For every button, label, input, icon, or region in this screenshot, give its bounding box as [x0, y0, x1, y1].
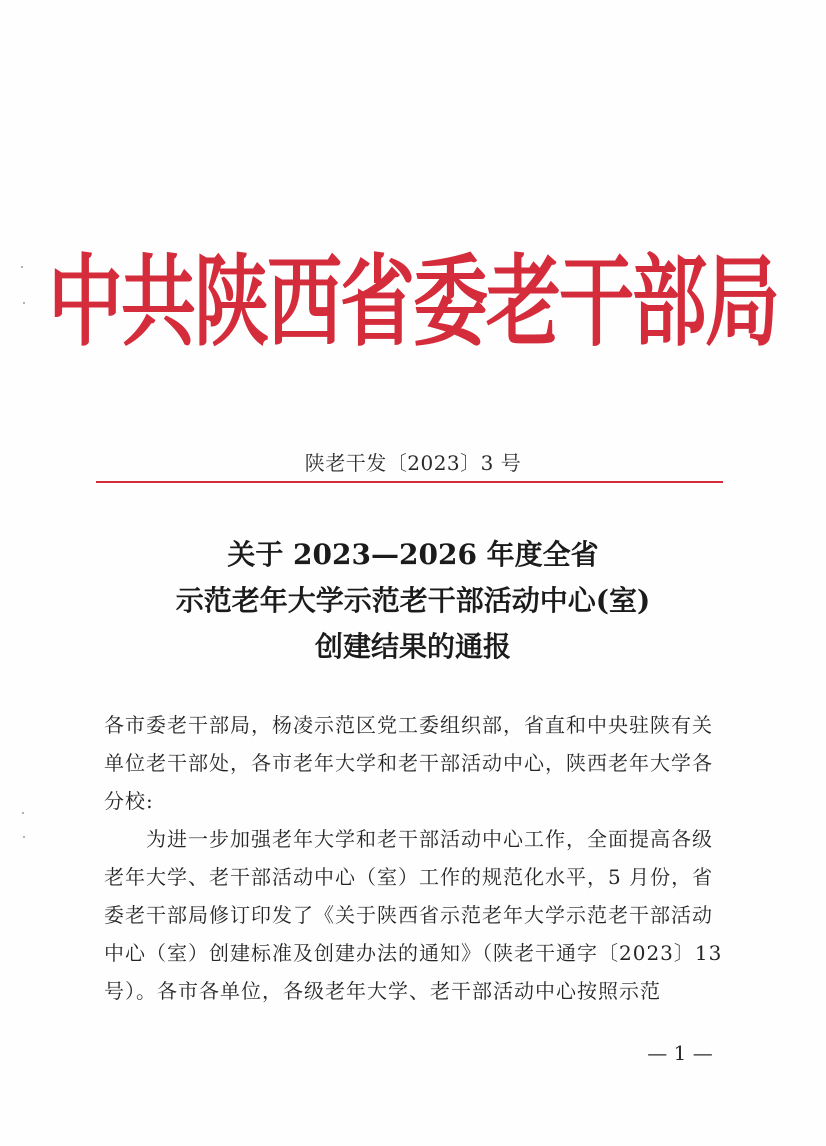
title-line-2: 示范老年大学示范老干部活动中心(室) [175, 584, 651, 617]
document-title [0, 532, 826, 670]
masthead-title: 中共陕西省委老干部局 [47, 243, 778, 360]
title-line-1: 关于 2023—2026 年度全省 [227, 538, 599, 571]
document-number: 陕老干发〔2023〕3 号 [304, 451, 522, 475]
salutation-recipients: 各市委老干部局，杨凌示范区党工委组织部，省直和中央驻陕有关单位老干部处，各市老年大学和老干部活动中心，陕西老年大学各分校: [104, 713, 713, 813]
body-paragraph: 为进一步加强老年大学和老干部活动中心工作，全面提高各级老年大学、老干部活动中心（室）工作的规范化水平，5 月份，省委老干部局修订印发了《关于陕西省示范老年大学示范老干部活动中心（室）创建标准及创建办法的通知》（陕老干通字〔2023〕13 号）。各市各单位，各级老年大学、老干部活动中心按照示范 [104, 827, 723, 1003]
scan-speck [22, 812, 24, 814]
page-number: — 1 — [647, 1041, 713, 1065]
scan-speck [23, 836, 25, 838]
title-line-3: 创建结果的通报 [314, 630, 511, 663]
red-divider-line [96, 481, 723, 483]
